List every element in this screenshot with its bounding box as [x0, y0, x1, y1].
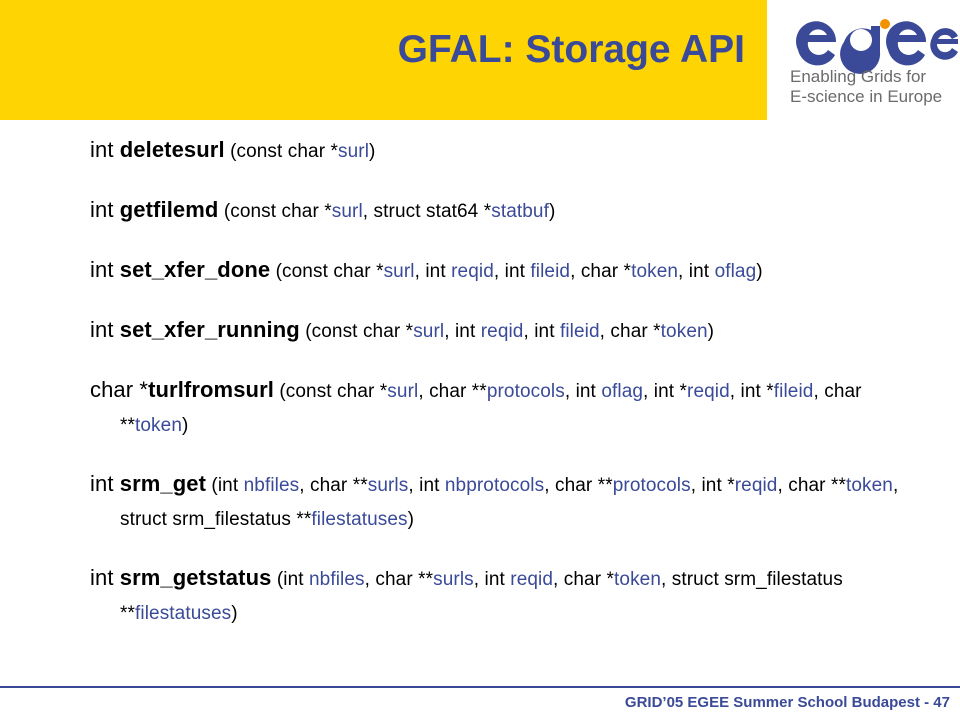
footer-text: GRID’05 EGEE Summer School Budapest - 47 [624, 694, 950, 711]
parameter-name: reqid [510, 569, 554, 590]
signature-text: ) [231, 603, 238, 624]
signature-text: , int [473, 569, 511, 590]
parameter-name: token [135, 415, 182, 436]
api-entry [90, 193, 930, 229]
page-title: GFAL: Storage API [397, 28, 745, 71]
signature-text: , int * [643, 381, 688, 402]
parameter-name: protocols [612, 475, 691, 496]
api-entry [90, 467, 930, 537]
parameter-name: reqid [451, 261, 494, 282]
return-type: int [90, 317, 120, 342]
api-list [90, 133, 930, 655]
signature-text: , struct srm_filestatus ** [120, 569, 843, 624]
signature-text: , int [564, 381, 602, 402]
signature-text: (const char * [270, 261, 384, 282]
parameter-name: surls [367, 475, 409, 496]
signature-text: (const char * [224, 141, 339, 162]
signature-text: , int [408, 475, 445, 496]
return-type: char * [90, 377, 149, 402]
parameter-name: token [614, 569, 662, 590]
api-entry [90, 253, 930, 289]
signature-text: (const char * [273, 381, 388, 402]
parameter-name: statbuf [491, 201, 549, 222]
signature-text: , char ** [364, 569, 434, 590]
parameter-name: protocols [486, 381, 565, 402]
function-name: srm_get [119, 471, 207, 496]
parameter-name: token [845, 475, 893, 496]
signature-text: , char * [599, 321, 661, 342]
signature-text: (const char * [218, 201, 332, 222]
signature-text: , int [493, 261, 531, 282]
parameter-name: reqid [480, 321, 524, 342]
parameter-name: oflag [601, 381, 644, 402]
parameter-name: nbfiles [309, 569, 365, 590]
signature-text: ) [548, 201, 556, 222]
function-name: turlfromsurl [148, 377, 274, 402]
signature-text: (const char * [299, 321, 414, 342]
signature-text: (int [206, 475, 244, 496]
signature-text: ) [756, 261, 763, 282]
api-entry [90, 133, 930, 169]
parameter-name: reqid [687, 381, 730, 402]
return-type: int [90, 197, 120, 222]
api-entry [90, 373, 930, 443]
signature-text: , char ** [299, 475, 368, 496]
signature-text: , char ** [544, 475, 613, 496]
api-entry [90, 313, 930, 349]
footer-divider [0, 686, 960, 688]
function-name: deletesurl [119, 137, 225, 162]
function-name: getfilemd [119, 197, 219, 222]
signature-text: , int * [690, 475, 735, 496]
parameter-name: fileid [559, 321, 600, 342]
parameter-name: filestatuses [135, 603, 232, 624]
signature-text: , char * [570, 261, 632, 282]
signature-text: , int * [729, 381, 774, 402]
signature-text: , int [523, 321, 560, 342]
api-entry [90, 561, 930, 631]
logo-tagline [790, 67, 958, 107]
parameter-name: nbprotocols [444, 475, 545, 496]
parameter-name: filestatuses [311, 509, 408, 530]
parameter-name: surls [433, 569, 474, 590]
parameter-name: reqid [734, 475, 778, 496]
return-type: int [90, 565, 120, 590]
signature-text: , char ** [120, 381, 862, 436]
parameter-name: fileid [530, 261, 571, 282]
signature-text: , struct stat64 * [362, 201, 492, 222]
signature-text: ) [707, 321, 715, 342]
function-name: set_xfer_done [119, 257, 271, 282]
parameter-name: surl [383, 261, 415, 282]
signature-text: , char ** [777, 475, 846, 496]
parameter-name: oflag [714, 261, 757, 282]
logo-tagline-line2: E-science in Europe [790, 87, 943, 106]
signature-text: (int [271, 569, 310, 590]
parameter-name: surl [338, 141, 370, 162]
parameter-name: token [660, 321, 708, 342]
logo-orange-dot [880, 19, 890, 29]
signature-text: ) [369, 141, 376, 162]
signature-text: , char * [553, 569, 615, 590]
return-type: int [90, 137, 120, 162]
logo-tagline-line1: Enabling Grids for [790, 67, 927, 86]
signature-text: , int [444, 321, 481, 342]
egee-logo-mark [796, 21, 958, 74]
signature-text: , char ** [418, 381, 487, 402]
parameter-name: fileid [773, 381, 814, 402]
function-name: srm_getstatus [119, 565, 272, 590]
parameter-name: nbfiles [243, 475, 300, 496]
signature-text: , int [414, 261, 452, 282]
signature-text: ) [181, 415, 189, 436]
return-type: int [90, 257, 120, 282]
parameter-name: token [631, 261, 679, 282]
parameter-name: surl [413, 321, 445, 342]
parameter-name: surl [331, 201, 363, 222]
signature-text: ) [407, 509, 415, 530]
return-type: int [90, 471, 120, 496]
parameter-name: surl [387, 381, 419, 402]
signature-text: , int [678, 261, 715, 282]
function-name: set_xfer_running [119, 317, 300, 342]
signature-text: , struct srm_filestatus ** [120, 475, 899, 530]
